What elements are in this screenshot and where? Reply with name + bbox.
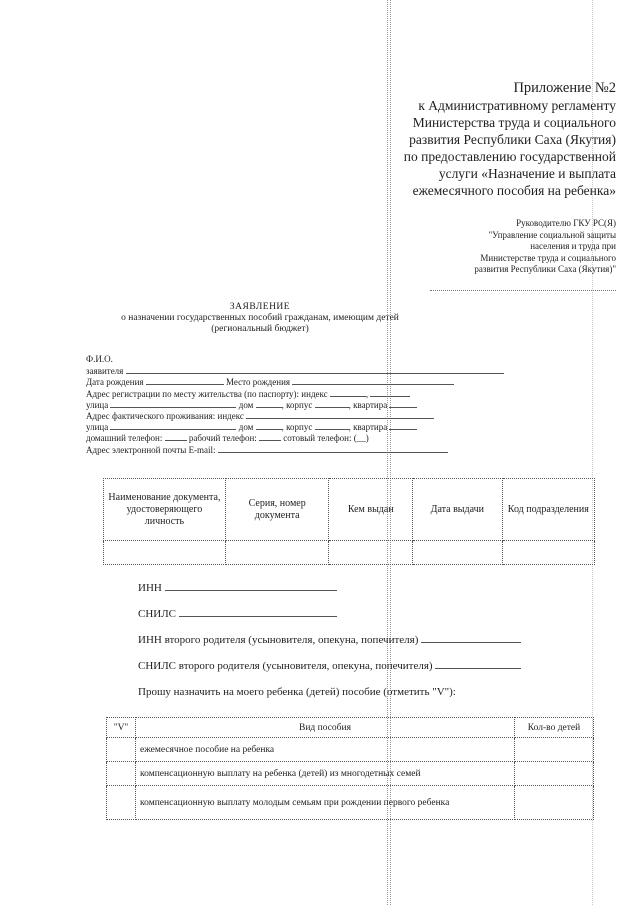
home-phone-label: домашний телефон: — [86, 433, 163, 444]
check-column-header: "V" — [107, 718, 136, 738]
inn-second-label: ИНН второго родителя (усыновителя, опекуна, попечителя) — [138, 634, 419, 646]
benefit-name: компенсационную выплату на ребенка (детей) из многодетных семей — [136, 762, 515, 786]
benefit-row — [107, 738, 594, 762]
id-document-table — [103, 478, 595, 565]
statement-subtitle: о назначении государственных пособий гражданам, имеющим детей — [121, 313, 399, 323]
form-row-reg-address: Адрес регистрации по месту жительства (по паспорту): индекс , — [86, 388, 506, 399]
statement-heading — [100, 302, 420, 335]
form-row-fio — [86, 354, 506, 365]
appendix-line: услуги «Назначение и выплата — [438, 166, 616, 181]
house-label: дом — [238, 399, 254, 410]
appendix-line: Министерства труда и социального — [412, 115, 616, 130]
addressee-head: Руководителю ГКУ РС(Я) — [516, 218, 616, 228]
snils-second-field[interactable] — [435, 660, 521, 669]
birth-place-label: Место рождения — [226, 377, 291, 388]
id-table-header-cell: Кем выдан — [329, 479, 413, 541]
birth-date-label: Дата рождения — [86, 377, 144, 388]
children-count-header: Кол-во детей — [515, 718, 594, 738]
id-table-header-cell: Наименование документа, удостоверяющего личность — [104, 479, 226, 541]
appendix-line: ежемесячного пособия на ребенка» — [412, 183, 616, 198]
reg-house-field[interactable] — [256, 399, 282, 408]
id-doc-name-cell[interactable] — [104, 541, 226, 565]
id-table-header-cell: Код подразделения — [502, 479, 594, 541]
id-table-header-row — [104, 479, 595, 541]
mobile-phone-mask[interactable]: (__) — [353, 433, 369, 444]
appendix-title: Приложение №2 — [513, 80, 616, 96]
work-phone-field[interactable] — [259, 432, 281, 441]
actual-house-field[interactable] — [256, 421, 282, 430]
inn-field[interactable] — [165, 582, 337, 591]
benefit-type-header: Вид пособия — [136, 718, 515, 738]
applicant-name-field[interactable] — [126, 365, 504, 374]
work-phone-label: рабочий телефон: — [188, 433, 257, 444]
snils-row — [138, 608, 337, 620]
building-label: корпус — [286, 422, 313, 433]
reg-city-field[interactable] — [370, 388, 410, 397]
addressee-line: развития Республики Саха (Якутия)" — [474, 264, 616, 274]
id-table-header-cell: Серия, номер документа — [225, 479, 329, 541]
request-text: Прошу назначить на моего ребенка (детей) пособие (отметить "V"): — [138, 686, 456, 698]
addressee-line: населения и труда при — [530, 241, 616, 251]
actual-building-field[interactable] — [315, 421, 349, 430]
appendix-line: к Административному регламенту — [418, 98, 616, 113]
benefit-checkbox[interactable] — [107, 762, 136, 786]
statement-title: ЗАЯВЛЕНИЕ — [229, 302, 291, 312]
benefit-name: компенсационную выплату молодым семьям при рождении первого ребенка — [136, 786, 515, 820]
id-doc-number-cell[interactable] — [225, 541, 329, 565]
id-table-row — [104, 541, 595, 565]
actual-index-field[interactable] — [246, 410, 434, 419]
fio-label: Ф.И.О. — [86, 354, 113, 364]
snils-second-row — [138, 660, 521, 672]
inn-second-row — [138, 634, 521, 646]
birth-date-field[interactable] — [146, 376, 224, 385]
inn-label: ИНН — [138, 582, 162, 594]
reg-address-label: Адрес регистрации по месту жительства (по паспорту): индекс — [86, 388, 328, 399]
children-count-cell[interactable] — [515, 738, 594, 762]
benefit-row — [107, 786, 594, 820]
house-label: дом — [238, 422, 254, 433]
reg-index-field[interactable] — [330, 388, 366, 397]
addressee-signature-line — [430, 290, 616, 291]
apartment-label: квартира — [353, 422, 388, 433]
id-doc-issuer-cell[interactable] — [329, 541, 413, 565]
street-label: улица — [86, 422, 109, 433]
reg-building-field[interactable] — [315, 399, 349, 408]
email-label: Адрес электронной почты E-mail: — [86, 444, 216, 455]
applicant-label: заявителя — [86, 366, 124, 377]
inn-second-field[interactable] — [421, 634, 521, 643]
inn-row — [138, 582, 337, 594]
form-row-actual-address — [86, 410, 506, 421]
mobile-phone-label: сотовый телефон: — [283, 433, 352, 444]
actual-street-field[interactable] — [110, 421, 236, 430]
snils-second-label: СНИЛС второго родителя (усыновителя, опекуна, попечителя) — [138, 660, 433, 672]
snils-label: СНИЛС — [138, 608, 177, 620]
snils-field[interactable] — [179, 608, 337, 617]
building-label: корпус — [286, 399, 313, 410]
benefit-checkbox[interactable] — [107, 738, 136, 762]
form-row-phones — [86, 432, 506, 443]
form-row-applicant — [86, 365, 506, 376]
id-doc-date-cell[interactable] — [413, 541, 503, 565]
form-row-email — [86, 444, 506, 455]
actual-apartment-field[interactable] — [389, 421, 417, 430]
email-field[interactable] — [218, 444, 448, 453]
statement-budget: (региональный бюджет) — [211, 324, 309, 334]
benefits-table — [106, 717, 594, 820]
reg-apartment-field[interactable] — [389, 399, 417, 408]
appendix-block — [360, 80, 616, 199]
id-doc-code-cell[interactable] — [502, 541, 594, 565]
form-row-actual-street: улица дом , корпус , квартира — [86, 421, 506, 432]
street-label: улица — [86, 399, 109, 410]
benefit-row — [107, 762, 594, 786]
request-row — [138, 686, 456, 698]
benefit-checkbox[interactable] — [107, 786, 136, 820]
applicant-form — [86, 354, 506, 455]
apartment-label: квартира — [353, 399, 388, 410]
addressee-block — [430, 218, 616, 276]
addressee-line: "Управление социальной защиты — [488, 229, 616, 240]
benefit-name: ежемесячное пособие на ребенка — [136, 738, 515, 762]
children-count-cell[interactable] — [515, 762, 594, 786]
actual-address-label: Адрес фактического проживания: индекс — [86, 410, 244, 421]
benefits-header-row — [107, 718, 594, 738]
birth-place-field[interactable] — [292, 376, 454, 385]
form-row-reg-street: улица дом , корпус , квартира — [86, 399, 506, 410]
appendix-line: развития Республики Саха (Якутия) — [409, 132, 616, 147]
form-row-birth — [86, 376, 506, 387]
id-table-header-cell: Дата выдачи — [413, 479, 503, 541]
home-phone-field[interactable] — [165, 432, 187, 441]
tax-ids-block — [138, 582, 598, 702]
reg-street-field[interactable] — [110, 399, 236, 408]
children-count-cell[interactable] — [515, 786, 594, 820]
addressee-line: Министерстве труда и социального — [480, 252, 616, 263]
appendix-line: по предоставлению государственной — [403, 149, 616, 164]
